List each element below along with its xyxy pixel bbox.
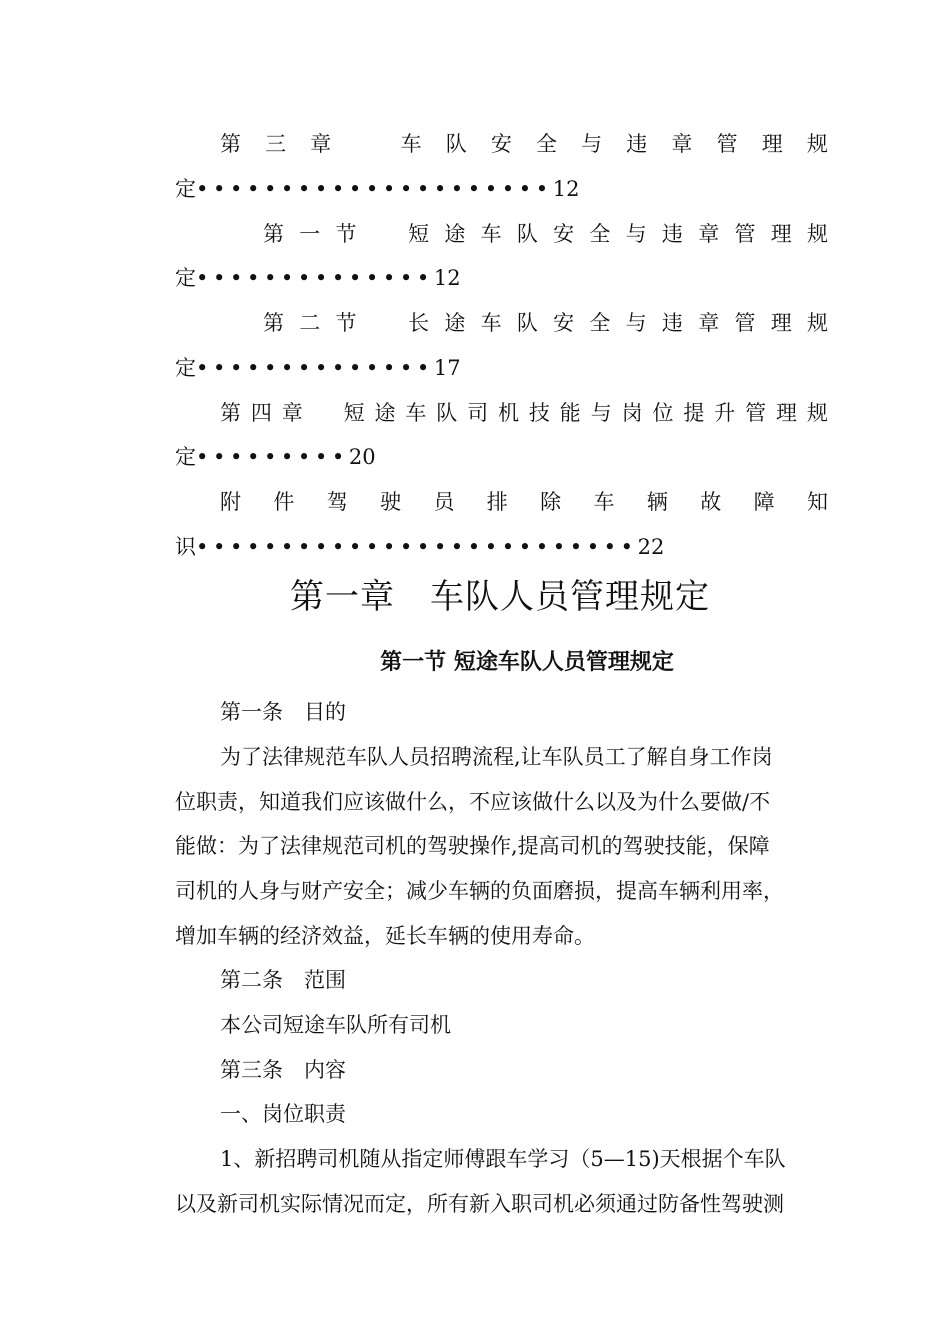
toc-title-chars (220, 482, 828, 522)
toc-title-chars (263, 303, 828, 343)
toc-leader-dots: •••••••••••••••••••••••••• (196, 535, 638, 559)
toc-leader-dots: •••••••••••••• (196, 266, 434, 290)
paragraph-line: 1、新招聘司机随从指定师傅跟车学习（5—15)天根据个车队 (220, 1147, 786, 1171)
toc-title-char: 章 (671, 132, 693, 156)
toc-title-char: 全 (589, 311, 611, 335)
toc-title-char: 途 (444, 311, 466, 335)
toc-entry-continuation (175, 437, 376, 477)
paragraph-line: 能做：为了法律规范司机的驾驶操作,提高司机的驾驶技能，保障 (175, 834, 770, 858)
toc-entry-continuation (175, 169, 579, 209)
toc-title-char: 辆 (646, 490, 668, 514)
toc-title-char: 员 (433, 490, 455, 514)
toc-title-char: 途 (444, 222, 466, 246)
toc-title-char: 第 (220, 132, 241, 156)
toc-title-char: 规 (806, 132, 828, 156)
toc-title-char: 与 (590, 401, 612, 425)
toc-title-char: 违 (661, 311, 683, 335)
toc-title-char: 位 (652, 401, 674, 425)
paragraph-line: 增加车辆的经济效益，延长车辆的使用寿命。 (175, 924, 595, 948)
toc-cont-char: 定 (175, 266, 196, 290)
toc-title-char: 短 (343, 401, 365, 425)
toc-entry-continuation (175, 527, 664, 567)
toc-leader-dots: ••••••••• (196, 445, 349, 469)
toc-title-char: 短 (408, 222, 430, 246)
toc-title-char: 管 (734, 311, 756, 335)
toc-title-char: 安 (553, 311, 575, 335)
paragraph-line: 位职责，知道我们应该做什么，不应该做什么以及为什么要做/不 (175, 790, 771, 814)
toc-title-char: 理 (770, 222, 792, 246)
toc-title-char: 四 (250, 401, 272, 425)
toc-title-char: 章 (698, 222, 720, 246)
toc-page-number: 12 (552, 177, 580, 201)
toc-leader-dots: •••••••••••••• (196, 356, 434, 380)
toc-title-char: 全 (589, 222, 611, 246)
paragraph-line: 本公司短途车队所有司机 (220, 1013, 451, 1037)
toc-title-char: 规 (806, 222, 828, 246)
toc-title-chars (263, 214, 828, 254)
toc-title-char: 理 (776, 401, 798, 425)
toc-title-char: 节 (335, 311, 357, 335)
toc-title-char: 第 (263, 222, 284, 246)
toc-entry-continuation (175, 348, 461, 388)
toc-title-char: 与 (625, 311, 647, 335)
article-heading: 第一条 目的 (220, 700, 346, 724)
toc-entry-title (220, 393, 828, 433)
toc-title-char: 队 (436, 401, 458, 425)
toc-title-char: 第 (220, 401, 241, 425)
toc-title-char: 规 (806, 401, 828, 425)
toc-entry-title (220, 124, 828, 164)
paragraph-line: 以及新司机实际情况而定，所有新入职司机必须通过防备性驾驶测 (175, 1192, 784, 1216)
article-heading: 第二条 范围 (220, 968, 346, 992)
toc-title-char: 全 (535, 132, 557, 156)
toc-title-char: 安 (490, 132, 512, 156)
toc-title-gap (355, 124, 376, 164)
toc-cont-char: 定 (175, 356, 196, 380)
toc-title-char: 车 (400, 132, 422, 156)
toc-title-char: 技 (528, 401, 550, 425)
toc-title-char: 队 (516, 222, 538, 246)
toc-entry-title (263, 303, 828, 343)
toc-title-char: 理 (761, 132, 783, 156)
toc-title-char: 二 (299, 311, 321, 335)
toc-cont-char: 定 (175, 177, 196, 201)
toc-entry-title (220, 482, 828, 522)
toc-cont-char: 识 (175, 535, 196, 559)
toc-title-char: 除 (540, 490, 562, 514)
toc-title-char: 故 (700, 490, 722, 514)
toc-title-char: 违 (661, 222, 683, 246)
toc-title-gap (313, 393, 334, 433)
toc-title-char: 升 (714, 401, 736, 425)
toc-title-char: 章 (310, 132, 332, 156)
toc-entry-title (263, 214, 828, 254)
toc-title-char: 排 (486, 490, 508, 514)
toc-title-char: 提 (683, 401, 705, 425)
toc-leader-dots: ••••••••••••••••••••• (196, 177, 553, 201)
toc-title-char: 队 (445, 132, 467, 156)
toc-title-char: 规 (806, 311, 828, 335)
toc-page-number: 20 (348, 445, 376, 469)
toc-title-char: 途 (374, 401, 396, 425)
toc-title-char: 附 (220, 490, 241, 514)
section-title: 第一节 短途车队人员管理规定 (380, 650, 674, 675)
toc-page-number: 17 (433, 356, 461, 380)
toc-title-char: 车 (480, 311, 502, 335)
toc-title-char: 长 (408, 311, 430, 335)
toc-title-char: 与 (625, 222, 647, 246)
toc-title-char: 驾 (326, 490, 348, 514)
toc-title-char: 章 (281, 401, 303, 425)
toc-title-char: 一 (299, 222, 321, 246)
toc-title-gap (372, 303, 393, 343)
toc-title-char: 车 (480, 222, 502, 246)
toc-title-char: 能 (559, 401, 581, 425)
toc-title-char: 司 (467, 401, 489, 425)
toc-title-char: 知 (806, 490, 828, 514)
toc-title-gap (372, 214, 393, 254)
toc-title-char: 节 (335, 222, 357, 246)
toc-title-char: 队 (516, 311, 538, 335)
paragraph-line: 为了法律规范车队人员招聘流程,让车队员工了解自身工作岗 (220, 745, 773, 769)
toc-page-number: 12 (433, 266, 461, 290)
toc-title-char: 机 (498, 401, 520, 425)
toc-title-char: 安 (553, 222, 575, 246)
toc-entry-continuation (175, 258, 461, 298)
toc-title-char: 障 (753, 490, 775, 514)
toc-title-char: 岗 (621, 401, 643, 425)
toc-title-chars (220, 393, 828, 433)
toc-title-char: 三 (265, 132, 287, 156)
toc-title-char: 管 (716, 132, 738, 156)
toc-title-char: 件 (273, 490, 295, 514)
toc-title-char: 车 (405, 401, 427, 425)
item-heading: 一、岗位职责 (220, 1102, 346, 1126)
article-heading: 第三条 内容 (220, 1058, 346, 1082)
chapter-title: 第一章 车队人员管理规定 (290, 577, 710, 617)
toc-title-char: 驶 (380, 490, 402, 514)
toc-title-char: 章 (698, 311, 720, 335)
toc-title-char: 与 (581, 132, 603, 156)
toc-page-number: 22 (637, 535, 665, 559)
toc-title-char: 管 (734, 222, 756, 246)
toc-title-char: 第 (263, 311, 284, 335)
toc-cont-char: 定 (175, 445, 196, 469)
toc-title-char: 管 (745, 401, 767, 425)
toc-title-char: 违 (626, 132, 648, 156)
paragraph-line: 司机的人身与财产安全；减少车辆的负面磨损，提高车辆利用率， (175, 879, 784, 903)
toc-title-char: 理 (770, 311, 792, 335)
toc-title-char: 车 (593, 490, 615, 514)
toc-title-chars (220, 124, 828, 164)
